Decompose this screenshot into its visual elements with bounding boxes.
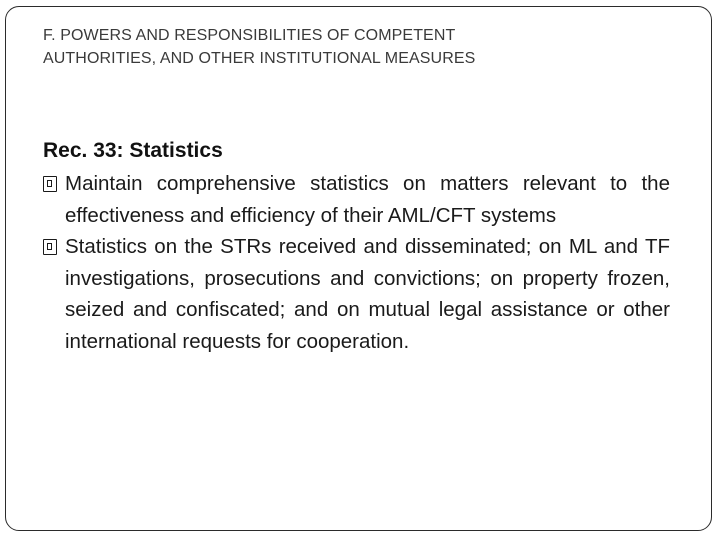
bullet-text: Statistics on the STRs received and disseminated; on ML and TF investigations, prosecutions and convictions; on property frozen, seized and confiscated; and on mutual legal assistance or other international requests for cooperation. [65,235,670,353]
bullet-text: Maintain comprehensive statistics on matters relevant to the effectiveness and efficiency of their AML/CFT systems [65,172,670,227]
section-heading: Rec. 33: Statistics [43,139,223,162]
slide-content [43,136,670,357]
missing-glyph-box-icon [43,239,57,255]
slide-title-line-2: AUTHORITIES, AND OTHER INSTITUTIONAL MEASURES [43,50,476,67]
bullet-item [43,231,670,357]
bullet-item [43,168,670,231]
missing-glyph-box-icon [43,176,57,192]
slide-title [43,24,663,70]
slide-title-line-1: F. POWERS AND RESPONSIBILITIES OF COMPETENT [43,27,456,44]
